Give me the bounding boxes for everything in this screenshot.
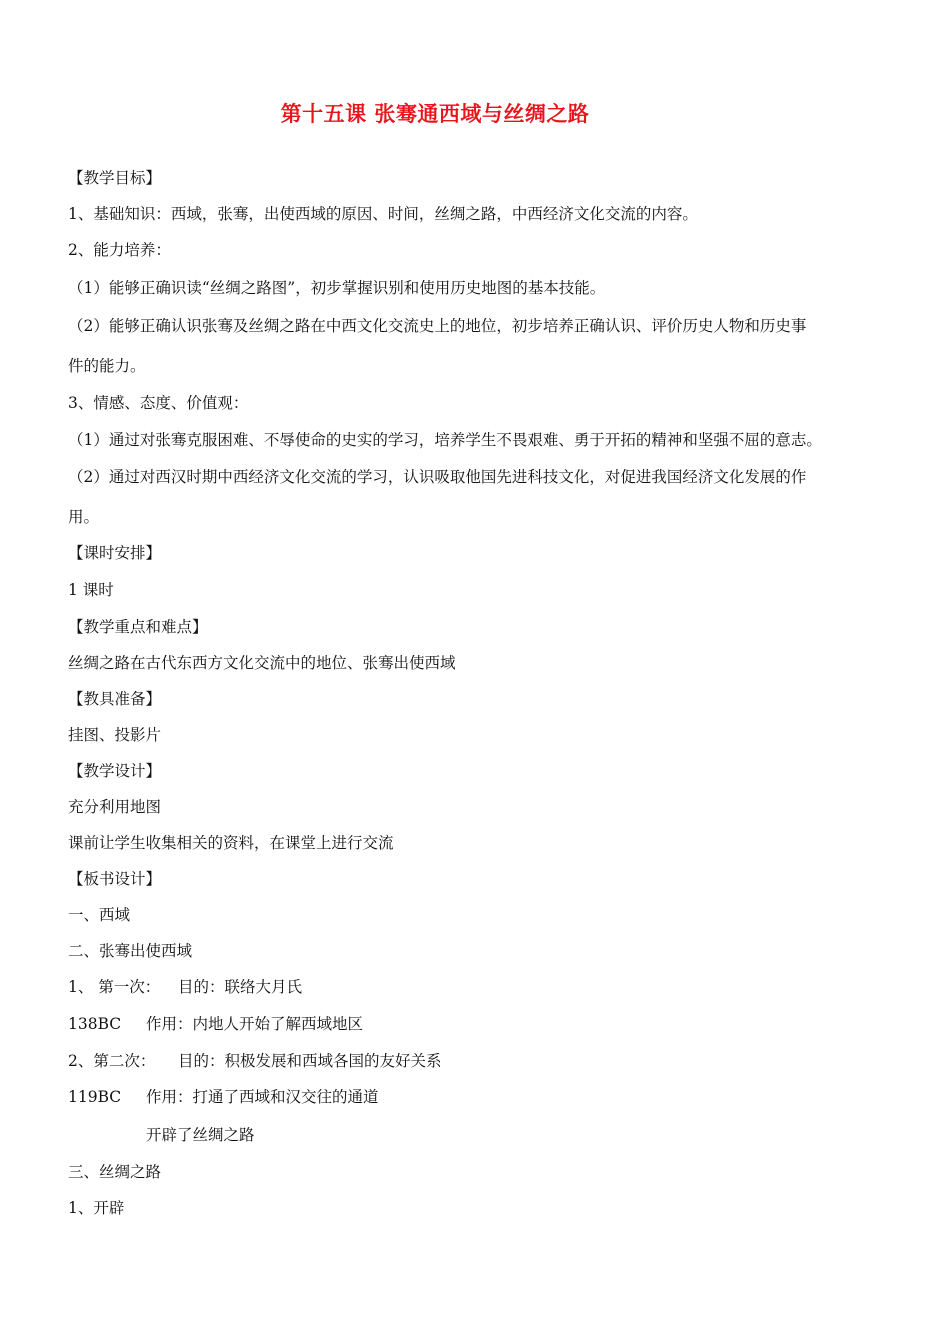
time-text: 1 课时 (68, 581, 114, 599)
section-heading-tools: 【教具准备】 (68, 690, 162, 708)
section-heading-time: 【课时安排】 (68, 544, 162, 562)
design-text-2: 课前让学生收集相关的资料，在课堂上进行交流 (68, 834, 394, 852)
board-item-3-1: 1、开辟 (68, 1199, 125, 1217)
board-second-label: 2、第二次： (68, 1052, 156, 1070)
tools-text: 挂图、投影片 (68, 726, 162, 744)
goal-basic-knowledge: 1、基础知识：西域，张骞，出使西域的原因、时间，丝绸之路，中西经济文化交流的内容。 (68, 205, 698, 223)
goal-attitude-1: （1）通过对张骞克服困难、不辱使命的史实的学习，培养学生不畏艰难、勇于开拓的精神和坚强不屈的意志。 (68, 431, 822, 449)
board-first-effect-text: 作用：内地人开始了解西域地区 (146, 1015, 364, 1033)
section-heading-goals: 【教学目标】 (68, 169, 162, 187)
goal-ability-2a: （2）能够正确认识张骞及丝绸之路在中西文化交流史上的地位，初步培养正确认识、评价历史人物和历史事 (68, 317, 807, 335)
key-points-text: 丝绸之路在古代东西方文化交流中的地位、张骞出使西域 (68, 654, 456, 672)
board-second-effect-2: 开辟了丝绸之路 (146, 1126, 255, 1144)
board-first-mission (68, 977, 302, 997)
section-heading-board: 【板书设计】 (68, 870, 162, 888)
board-second-effect (68, 1087, 379, 1107)
board-first-effect (68, 1014, 363, 1034)
board-item-3: 三、丝绸之路 (68, 1163, 162, 1181)
board-first-year: 138BC (68, 1015, 122, 1033)
section-heading-design: 【教学设计】 (68, 762, 162, 780)
section-heading-key-points: 【教学重点和难点】 (68, 618, 208, 636)
goal-ability-2b: 件的能力。 (68, 357, 146, 375)
goal-ability: 2、能力培养： (68, 241, 171, 259)
board-first-purpose: 目的：联络大月氏 (178, 978, 303, 996)
goal-attitude-2b: 用。 (68, 508, 100, 526)
goal-attitude-2a: （2）通过对西汉时期中西经济文化交流的学习，认识吸取他国先进科技文化，对促进我国经济文化发展的作 (68, 468, 807, 486)
goal-attitude: 3、情感、态度、价值观： (68, 394, 249, 412)
board-item-2: 二、张骞出使西域 (68, 942, 193, 960)
board-second-purpose: 目的：积极发展和西域各国的友好关系 (178, 1052, 442, 1070)
board-second-effect-text: 作用：打通了西域和汉交往的通道 (146, 1088, 379, 1106)
board-second-mission (68, 1051, 442, 1071)
design-text-1: 充分利用地图 (68, 798, 162, 816)
page-title: 第十五课 张骞通西域与丝绸之路 (280, 102, 590, 126)
goal-ability-1: （1）能够正确识读“丝绸之路图”，初步掌握识别和使用历史地图的基本技能。 (68, 279, 606, 297)
board-item-1: 一、西域 (68, 906, 131, 924)
board-second-year: 119BC (68, 1088, 122, 1106)
board-first-label: 1、 第一次： (68, 978, 161, 996)
